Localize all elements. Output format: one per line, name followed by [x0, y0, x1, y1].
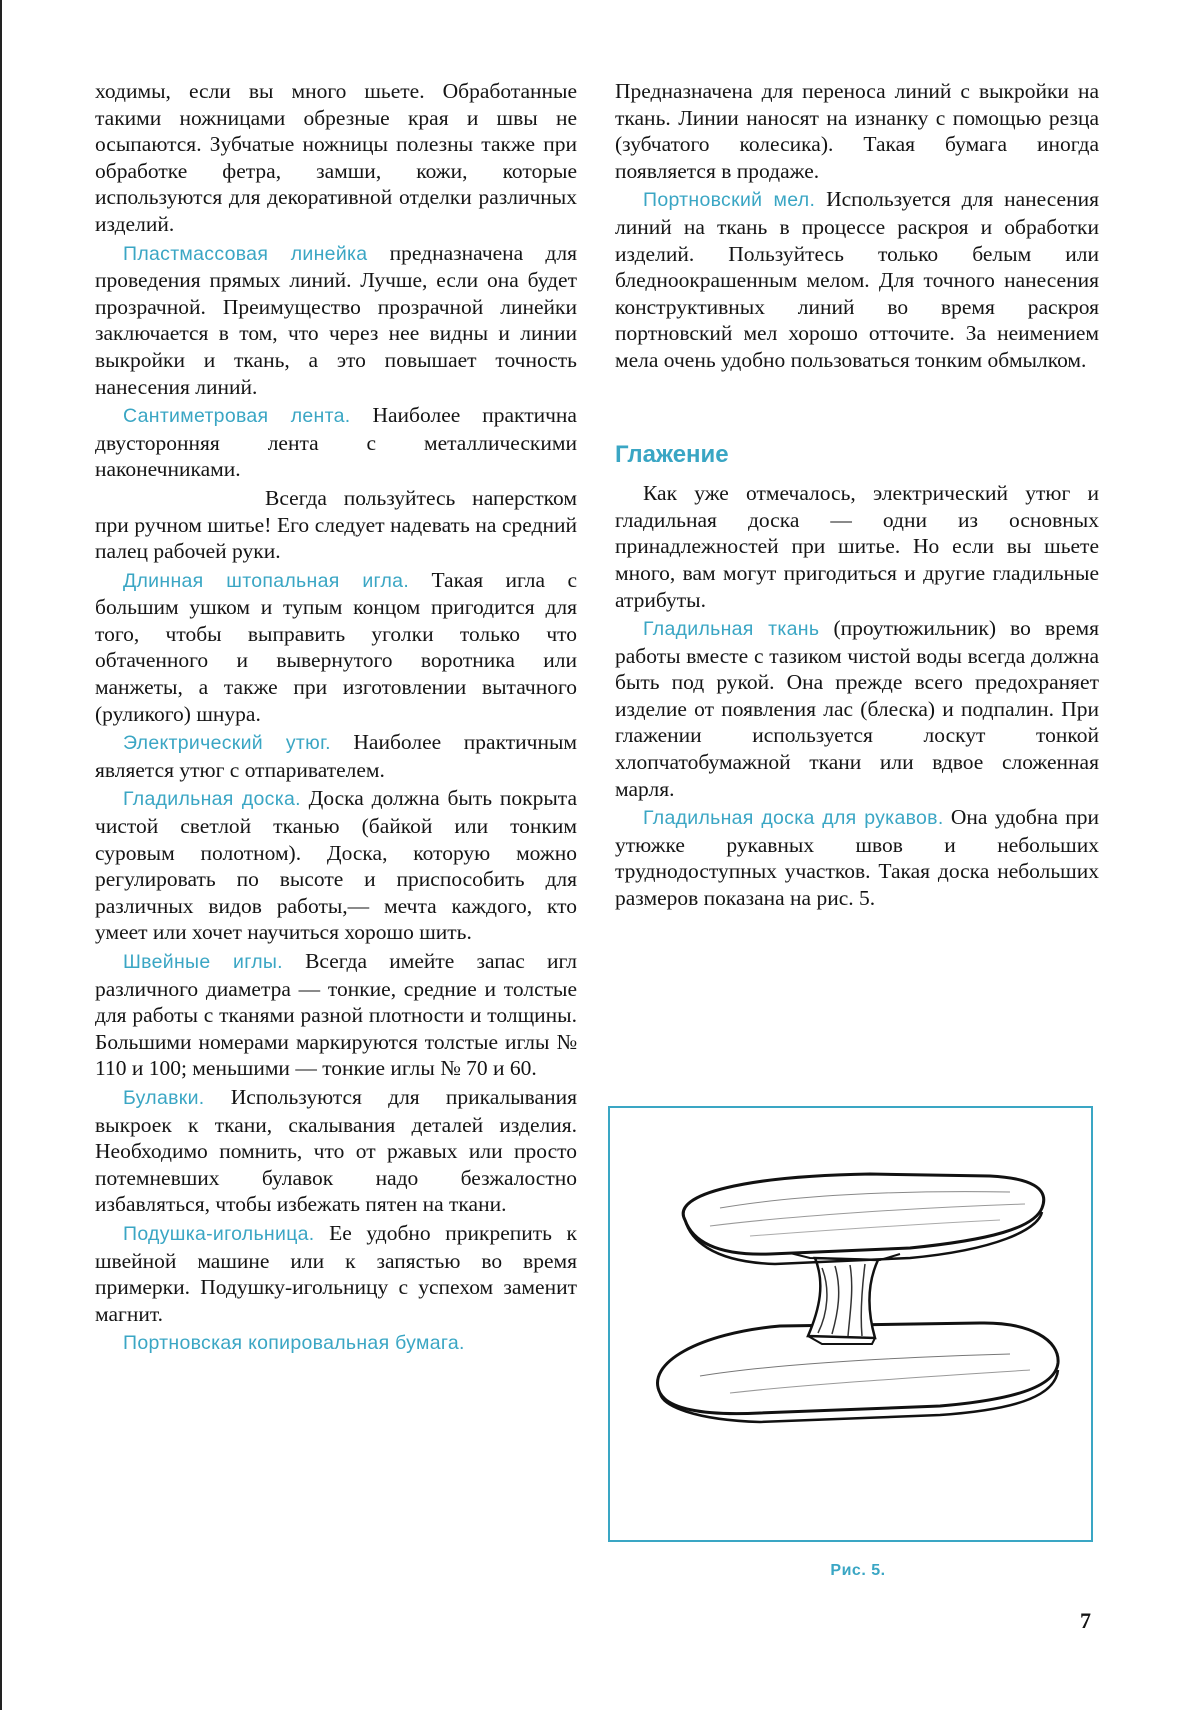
paragraph-thimble	[95, 485, 577, 565]
term-tailor-chalk: Портновский мел.	[643, 189, 816, 212]
paragraph-iron	[95, 729, 577, 783]
page-edge-line	[0, 0, 2, 1710]
left-column	[95, 78, 577, 1359]
sleeve-board-illustration	[610, 1108, 1090, 1539]
term-measuring-tape: Сантиметровая лента.	[123, 405, 351, 428]
paragraph-text: Ее удобно прикрепить к швейной машине или к запястью во время примерки. Подушку-игольницу с успехом заменит магнит.	[95, 1220, 577, 1326]
term-pins: Булавки.	[123, 1086, 205, 1109]
paragraph-text: Предназначена для переноса линий с выкройки на ткань. Линии наносят на изнанку с помощью резца (зубчатого колесика). Такая бумага иногда появляется в продаже.	[615, 79, 1099, 183]
paragraph-text: Наиболее практичным является утюг с отпаривателем.	[95, 730, 577, 782]
term-ironing-board: Гладильная доска.	[123, 788, 301, 811]
paragraph-text: Доска должна быть покрыта чистой светлой тканью (байкой или тонким суровым полотном). Доска, которую можно регулировать по высоте и приспособить для различных видов работы,— мечта каждого, кто умеет или хочет научиться хорошо шить.	[95, 786, 577, 945]
figure-caption: Рис. 5.	[830, 1562, 886, 1579]
term-pincushion: Подушка-игольница.	[123, 1222, 315, 1245]
paragraph-text: Наиболее практична двусторонняя лента с металлическими наконечниками.	[95, 403, 577, 482]
paragraph-scissors-continued	[95, 78, 577, 238]
paragraph-pincushion	[95, 1220, 577, 1327]
paragraph-ruler	[95, 240, 577, 401]
paragraph-text: (проутюжильник) во время работы вместе с тазиком чистой воды всегда должна быть под рукой. Она прежде всего предохраняет изделие от появления лас (блеска) и подпалин. При глажении используется лоскут тонкой хлопчатобумажной ткани или вдвое сложенная марля.	[615, 616, 1099, 801]
paragraph-ironing-board	[95, 785, 577, 946]
paragraph-carbon-paper-continued	[615, 78, 1099, 184]
paragraph-text: Как уже отмечалось, электрический утюг и гладильная доска — одни из основных принадлежностей при шитье. Но если вы шьете много, вам могут пригодиться и другие гладильные атрибуты.	[615, 481, 1099, 612]
term-electric-iron: Электрический утюг.	[123, 732, 331, 755]
paragraph-ironing-intro	[615, 480, 1099, 613]
paragraph-text: предназначена для проведения прямых линий. Лучше, если она будет прозрачной. Преимущество прозрачной линейки заключается в том, что через нее видны и линии выкройки и ткань, а это повышает точность нанесения линий.	[95, 240, 577, 399]
paragraph-tape	[95, 402, 577, 483]
term-carbon-paper: Портновская копировальная бумага.	[123, 1332, 465, 1355]
paragraph-text: Такая игла с большим ушком и тупым концом пригодится для того, чтобы выправить уголки только что обтаченного и вывернутого воротника или манжеты, а также при изготовлении вытачного (руликого) шнура.	[95, 567, 577, 726]
paragraph-text: Всегда пользуйтесь наперстком при ручном шитье! Его следует надевать на средний палец рабочей руки.	[95, 485, 577, 564]
paragraph-chalk	[615, 186, 1099, 373]
term-darning-needle: Длинная штопальная игла.	[123, 569, 410, 592]
paragraph-text: Всегда имейте запас игл различного диаметра — тонкие, средние и толстые для работы с тканями разной плотности и толщины. Большими номерами маркируются толстые иглы № 110 и 100; меньшими — тонкие иглы № 70 и 60.	[95, 949, 577, 1081]
right-column	[615, 78, 1099, 914]
paragraph-text: ходимы, если вы много шьете. Обработанные такими ножницами обрезные края и швы не осыпаются. Зубчатые ножницы полезны также при обработке фетра, замши, кожи, которые используются для декоративной отделки различных изделий.	[95, 79, 577, 236]
paragraph-needles	[95, 948, 577, 1082]
paragraph-text: Используются для прикалывания выкроек к ткани, скалывания деталей изделия. Необходимо помнить, что от ржавых или просто потемневших булавок надо безжалостно избавляться, чтобы избежать пятен на ткани.	[95, 1084, 577, 1217]
figure-sleeve-board	[608, 1106, 1093, 1542]
paragraph-carbon-paper	[95, 1329, 577, 1357]
paragraph-pins	[95, 1084, 577, 1218]
paragraph-darning-needle	[95, 567, 577, 728]
term-sewing-needles: Швейные иглы.	[123, 951, 283, 973]
paragraph-text: Используется для нанесения линий на ткань в процессе раскроя и обработки изделий. Пользуйтесь только белым или бледноокрашенным мелом. Для точного нанесения конструктивных линий во время раскроя портновский мел хорошо отточите. За неимением мела очень удобно пользоваться тонким обмылком.	[615, 187, 1099, 372]
term-press-cloth: Гладильная ткань	[643, 618, 820, 641]
section-title-ironing: Глажение	[615, 440, 729, 468]
term-sleeve-board: Гладильная доска для рукавов.	[643, 807, 944, 830]
term-plastic-ruler: Пластмассовая линейка	[123, 242, 368, 265]
page-number: 7	[1080, 1608, 1091, 1633]
paragraph-text: Она удобна при утюжке рукавных швов и небольших труднодоступных участков. Такая доска небольших размеров показана на рис. 5.	[615, 805, 1099, 911]
paragraph-sleeve-board	[615, 804, 1099, 911]
paragraph-press-cloth	[615, 615, 1099, 802]
